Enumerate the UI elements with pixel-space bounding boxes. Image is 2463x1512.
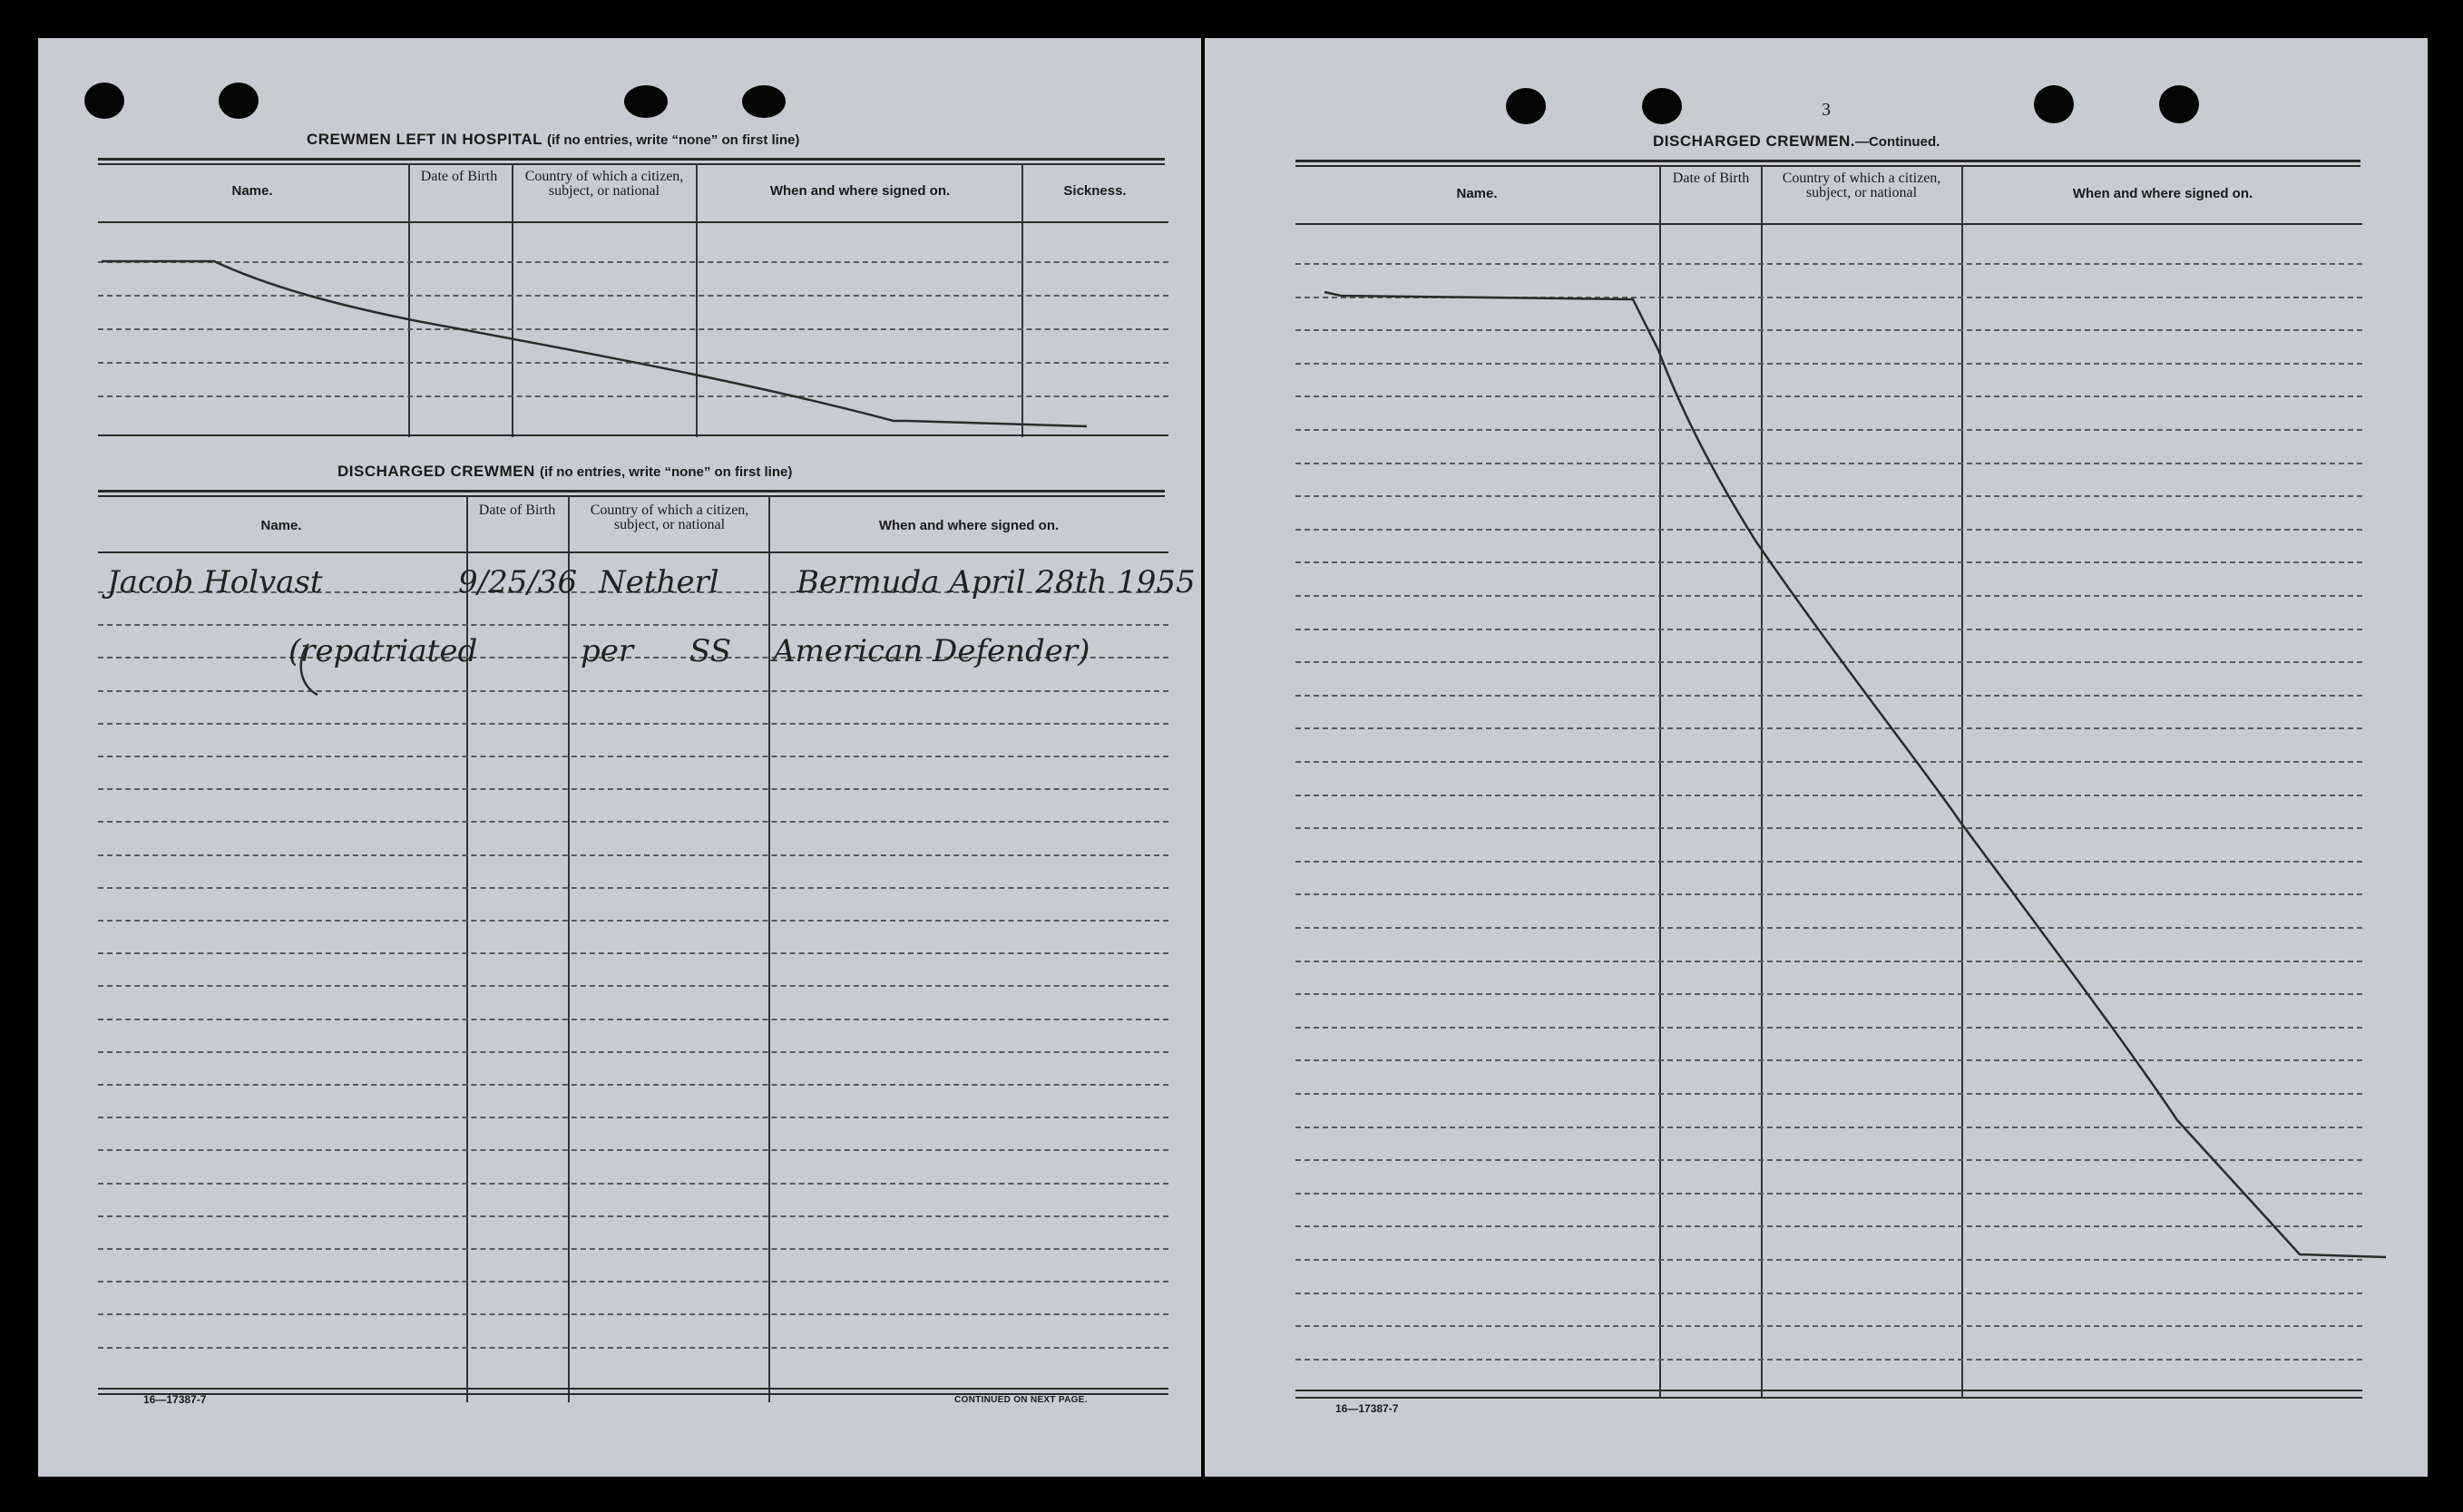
continued-note: CONTINUED ON NEXT PAGE. (954, 1395, 1088, 1405)
hospital-col-name-header: Name. (231, 183, 273, 199)
handwritten-note-ss: SS (689, 633, 731, 669)
hospital-col-country-header: Country of which a citizen, subject, or national (524, 169, 684, 199)
right-col-country-header: Country of which a citizen, subject, or national (1782, 171, 1941, 200)
discharged-col-name-header: Name. (260, 518, 302, 533)
handwritten-note-repatriated: (repatriated (288, 633, 478, 669)
handwritten-note-per: per (581, 633, 634, 669)
right-col-signed-header: When and where signed on. (2072, 186, 2253, 201)
right-strike-line (1324, 292, 2386, 1257)
right-col-name-header: Name. (1456, 186, 1498, 201)
handwritten-note-ship: American Defender) (773, 633, 1090, 669)
right-section-title: DISCHARGED CREWMEN.—Continued. (1653, 132, 1940, 150)
handwritten-signed-on: Bermuda April 28th 1955 (797, 564, 1196, 600)
repatriated-bracket (301, 644, 318, 695)
discharged-col-dob-header: Date of Birth (478, 502, 556, 518)
discharged-col-signed-header: When and where signed on. (878, 518, 1060, 533)
hospital-col-signed-header: When and where signed on. (769, 183, 951, 199)
hospital-section-title: CREWMEN LEFT IN HOSPITAL (if no entries, write “none” on first line) (307, 131, 800, 148)
hospital-col-sickness-header: Sickness. (1063, 183, 1127, 199)
discharged-col-country-header: Country of which a citizen, subject, or national (590, 502, 749, 532)
handwritten-name: Jacob Holvast (107, 564, 323, 600)
discharged-section-title: DISCHARGED CREWMEN (if no entries, write “none” on first line) (337, 463, 793, 480)
page-number: 3 (1822, 100, 1831, 120)
handwritten-date-of-birth: 9/25/36 (458, 564, 578, 600)
handwritten-country: Netherl (599, 564, 719, 600)
right-col-dob-header: Date of Birth (1672, 171, 1750, 186)
form-number: 16—17387-7 (1335, 1402, 1399, 1415)
hospital-col-dob-header: Date of Birth (420, 169, 498, 184)
form-number: 16—17387-7 (143, 1393, 207, 1406)
hospital-strike-line (102, 261, 1087, 426)
